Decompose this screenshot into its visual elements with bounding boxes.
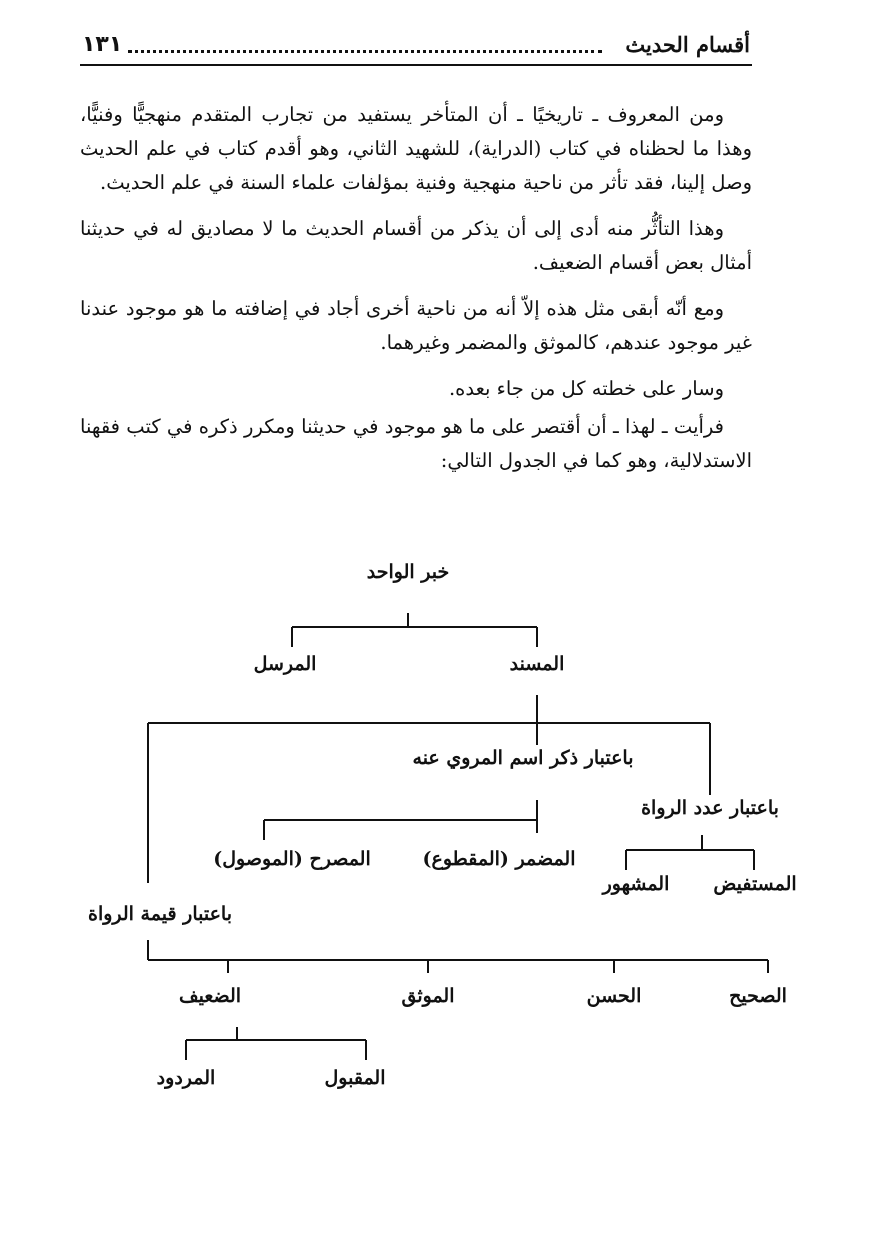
node-by-narrator-value: باعتبار قيمة الرواة	[87, 903, 233, 925]
node-muwaththaq: الموثق	[401, 985, 455, 1007]
node-mursal: المرسل	[253, 653, 317, 675]
paragraph-2: وهذا التأثُّر منه أدى إلى أن يذكر من أقسام الحديث ما لا مصاديق له في حديثنا أمثال بعض أقسام الضعيف.	[80, 217, 752, 274]
node-musnad: المسند	[509, 653, 565, 675]
node-daif: الضعيف	[178, 985, 242, 1007]
paragraph-1: ومن المعروف ـ تاريخيًا ـ أن المتأخر يستفيد من تجارب المتقدم منهجيًّا وفنيًّا، وهذا ما لحظناه في كتاب (الدراية)، للشهيد الثاني، وهو أقدم كتاب في علم الحديث وصل إلينا، فقد تأثر من ناحية منهجية وفنية بمؤلفات علماء السنة في علم الحديث.	[80, 103, 752, 194]
node-sahih: الصحيح	[729, 985, 787, 1007]
node-mudmar: المضمر (المقطوع)	[422, 848, 576, 870]
paragraph-5: فرأيت ـ لهذا ـ أن أقتصر على ما هو موجود في حديثنا ومكرر ذكره في كتب فقهنا الاستدلالية، وهو كما في الجدول التالي:	[80, 415, 752, 472]
running-header	[80, 30, 752, 66]
node-mardud: المردود	[156, 1067, 216, 1089]
node-by-narrated-name: باعتبار ذكر اسم المروي عنه	[412, 747, 634, 769]
node-maqbul: المقبول	[324, 1067, 386, 1089]
node-hasan: الحسن	[586, 985, 642, 1007]
leader-dots	[128, 50, 602, 53]
node-mustafid: المستفيض	[713, 873, 797, 895]
paragraph-3: ومع أنّه أبقى مثل هذه إلاّ أنه من ناحية أخرى أجاد في إضافته ما هو موجود عندنا غير موجود عندهم، كالموثق والمضمر وغيرهما.	[80, 297, 752, 354]
page-number: ١٣١	[82, 32, 123, 57]
tree-connectors	[0, 555, 873, 1115]
node-khabar-wahid: خبر الواحد	[366, 561, 450, 583]
body-text	[80, 98, 752, 490]
hadith-classification-tree	[0, 555, 873, 1115]
node-musarrah: المصرح (الموصول)	[213, 848, 371, 870]
running-title: أقسام الحديث	[625, 32, 750, 57]
paragraph-4: وسار على خطته كل من جاء بعده.	[448, 377, 724, 400]
node-mashhur: المشهور	[602, 873, 670, 895]
node-by-narrator-count: باعتبار عدد الرواة	[641, 797, 779, 819]
